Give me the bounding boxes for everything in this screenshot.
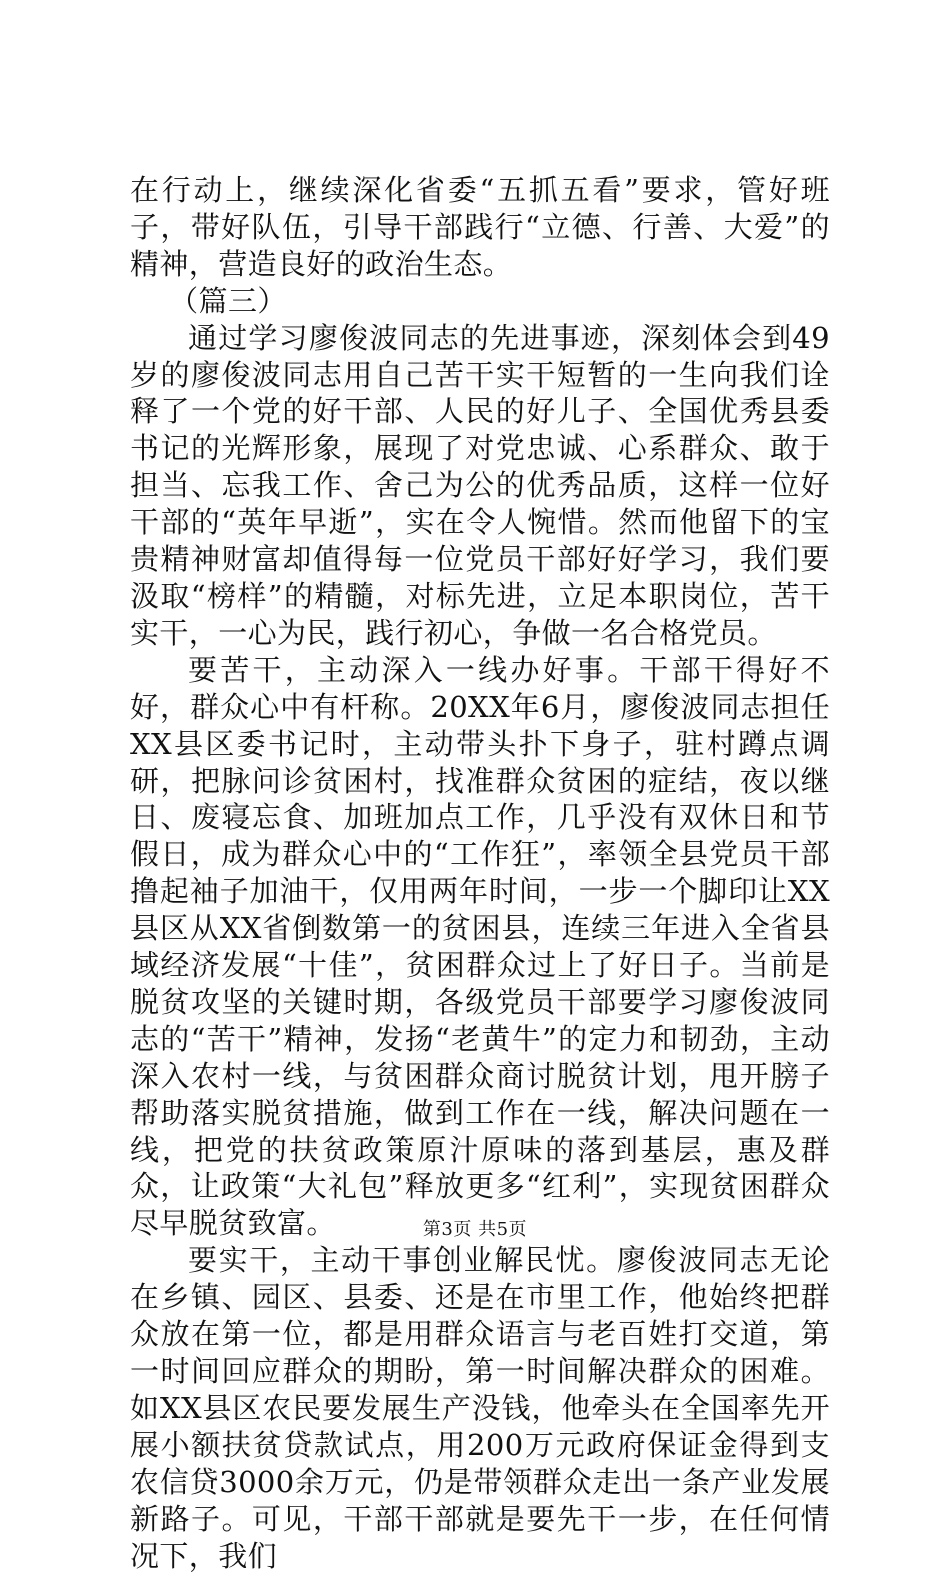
document-body [130, 172, 830, 1574]
paragraph-kugan: 要苦干，主动深入一线办好事。干部干得好不好，群众心中有杆称。20XX年6月，廖俊波同志担任XX县区委书记时，主动带头扑下身子，驻村蹲点调研，把脉问诊贫困村，找准群众贫困的症结，夜以继日、废寝忘食、加班加点工作，几乎没有双休日和节假日，成为群众心中的“工作狂”，率领全县党员干部撸起袖子加油干，仅用两年时间，一步一个脚印让XX县区从XX省倒数第一的贫困县，连续三年进入全省县域经济发展“十佳”，贫困群众过上了好日子。当前是脱贫攻坚的关键时期，各级党员干部要学习廖俊波同志的“苦干”精神，发扬“老黄牛”的定力和韧劲，主动深入农村一线，与贫困群众商讨脱贫计划，甩开膀子帮助落实脱贫措施，做到工作在一线，解决问题在一线，把党的扶贫政策原汁原味的落到基层，惠及群众，让政策“大礼包”释放更多“红利”，实现贫困群众尽早脱贫致富。 [130, 652, 830, 1241]
paragraph-intro: 通过学习廖俊波同志的先进事迹，深刻体会到49岁的廖俊波同志用自己苦干实干短暂的一生向我们诠释了一个党的好干部、人民的好儿子、全国优秀县委书记的光辉形象，展现了对党忠诚、心系群众、敢于担当、忘我工作、舍己为公的优秀品质，这样一位好干部的“英年早逝”，实在令人惋惜。然而他留下的宝贵精神财富却值得每一位党员干部好好学习，我们要汲取“榜样”的精髓，对标先进，立足本职岗位，苦干实干，一心为民，践行初心，争做一名合格党员。 [130, 320, 830, 650]
paragraph-shigan: 要实干，主动干事创业解民忧。廖俊波同志无论在乡镇、园区、县委、还是在市里工作，他始终把群众放在第一位，都是用群众语言与老百姓打交道，第一时间回应群众的期盼，第一时间解决群众的困难。如XX县区农民要发展生产没钱，他牵头在全国率先开展小额扶贫贷款试点，用200万元政府保证金得到支农信贷3000余万元，仍是带领群众走出一条产业发展新路子。可见，干部干部就是要先干一步，在任何情况下，我们 [130, 1243, 830, 1573]
page-footer: 第3页 共5页 [422, 1219, 528, 1240]
paragraph-continuation: 在行动上，继续深化省委“五抓五看”要求，管好班子，带好队伍，引导干部践行“立德、行善、大爱”的精神，营造良好的政治生态。 [130, 173, 830, 281]
section-heading: （篇三） [169, 283, 287, 318]
